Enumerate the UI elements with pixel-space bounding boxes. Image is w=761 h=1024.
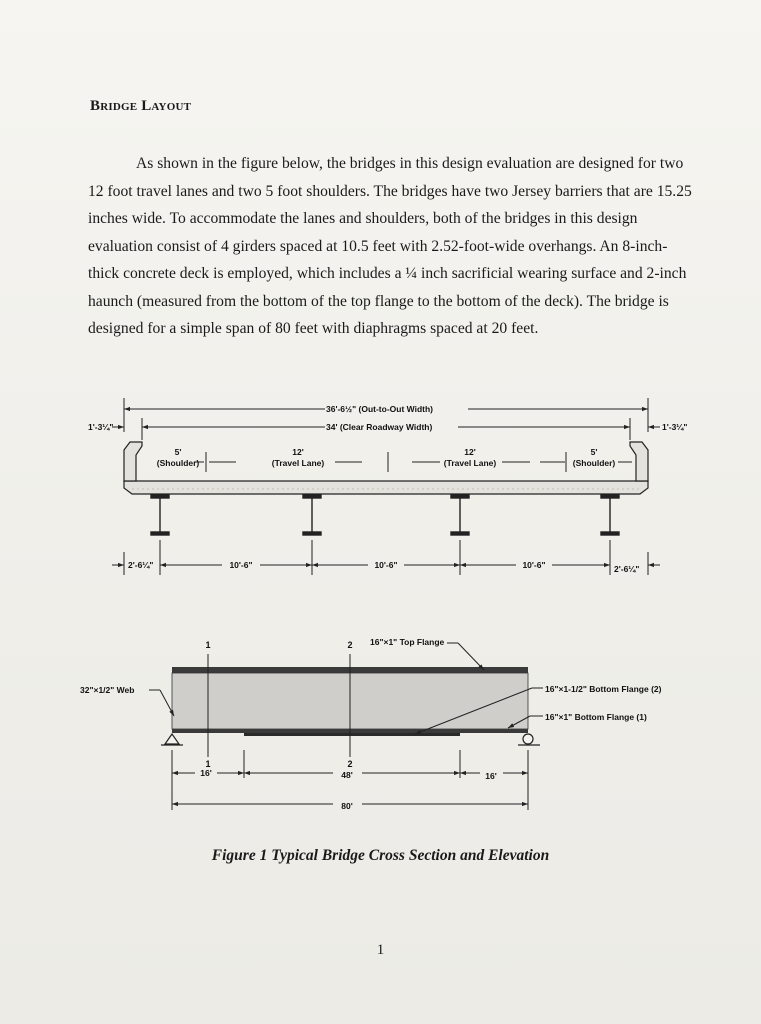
top-flange-label: 16"×1" Top Flange: [370, 637, 445, 647]
lane-width-label: 12': [464, 447, 476, 457]
pin-support: [165, 734, 179, 744]
girders: [151, 495, 619, 535]
girder-2: [303, 495, 321, 535]
lane-name-label: (Shoulder): [156, 458, 200, 468]
barrier-right-label: 1'-3¼": [662, 422, 688, 432]
lane-name-label: (Shoulder): [572, 458, 616, 468]
clear-roadway-label: 34' (Clear Roadway Width): [326, 422, 433, 432]
girder-3: [451, 495, 469, 535]
dim-right-label: 16': [485, 771, 497, 781]
lane-name-label: (Travel Lane): [443, 458, 497, 468]
bottom-flange-1-label: 16"×1" Bottom Flange (1): [545, 712, 647, 722]
girder-1: [151, 495, 169, 535]
dim-center-label: 48': [341, 770, 353, 780]
lane-name-label: (Travel Lane): [271, 458, 325, 468]
section-title: Bridge Layout: [90, 98, 192, 114]
bottom-flange-2: [244, 733, 460, 736]
web-label: 32"×1/2" Web: [80, 685, 135, 695]
barrier-left-label: 1'-3¼": [88, 422, 114, 432]
figure-caption: Figure 1 Typical Bridge Cross Section and Elevation: [211, 847, 550, 864]
section-mark-1-bottom: 1: [205, 759, 211, 769]
dim-total-label: 80': [341, 801, 353, 811]
girder-spacing-label: 10'-6": [229, 560, 253, 570]
lane-width-label: 12': [292, 447, 304, 457]
girder-spacing-label: 10'-6": [522, 560, 546, 570]
section-mark-2-bottom: 2: [347, 759, 353, 769]
section-mark-2-top: 2: [347, 640, 353, 650]
girder-4: [601, 495, 619, 535]
overhang-right-label: 2'-6¼": [614, 564, 640, 574]
lane-width-label: 5': [174, 447, 182, 457]
girder-spacing-label: 10'-6": [374, 560, 398, 570]
dim-left-label: 16': [200, 768, 212, 778]
page-number: 1: [376, 942, 385, 958]
paragraph-text: As shown in the figure below, the bridges in this design evaluation are designed for two 12 foot travel lanes and two 5 foot shoulders. The bridges have two Jersey barriers that are 15.25 inches wide. To accommodate the lanes and shoulders, both of the bridges in this design evaluation consist of 4 girders spaced at 10.5 feet with 2.52-foot-wide overhangs. An 8-inch-thick concrete deck is employed, which includes a ¼ inch sacrificial wearing surface and 2-inch haunch (measured from the bottom of the top flange to the bottom of the deck). The bridge is designed for a simple span of 80 feet with diaphragms spaced at 20 feet.: [88, 155, 692, 337]
jersey-barrier-left: [124, 442, 142, 481]
lane-width-label: 5': [590, 447, 598, 457]
concrete-deck: [124, 481, 648, 494]
jersey-barrier-right: [630, 442, 648, 481]
roller-support: [523, 734, 533, 744]
section-mark-1-top: 1: [205, 640, 211, 650]
overhang-left-label: 2'-6¼": [128, 560, 154, 570]
bottom-flange-2-label: 16"×1-1/2" Bottom Flange (2): [545, 684, 662, 694]
out-to-out-label: 36'-6½" (Out-to-Out Width): [326, 404, 434, 414]
